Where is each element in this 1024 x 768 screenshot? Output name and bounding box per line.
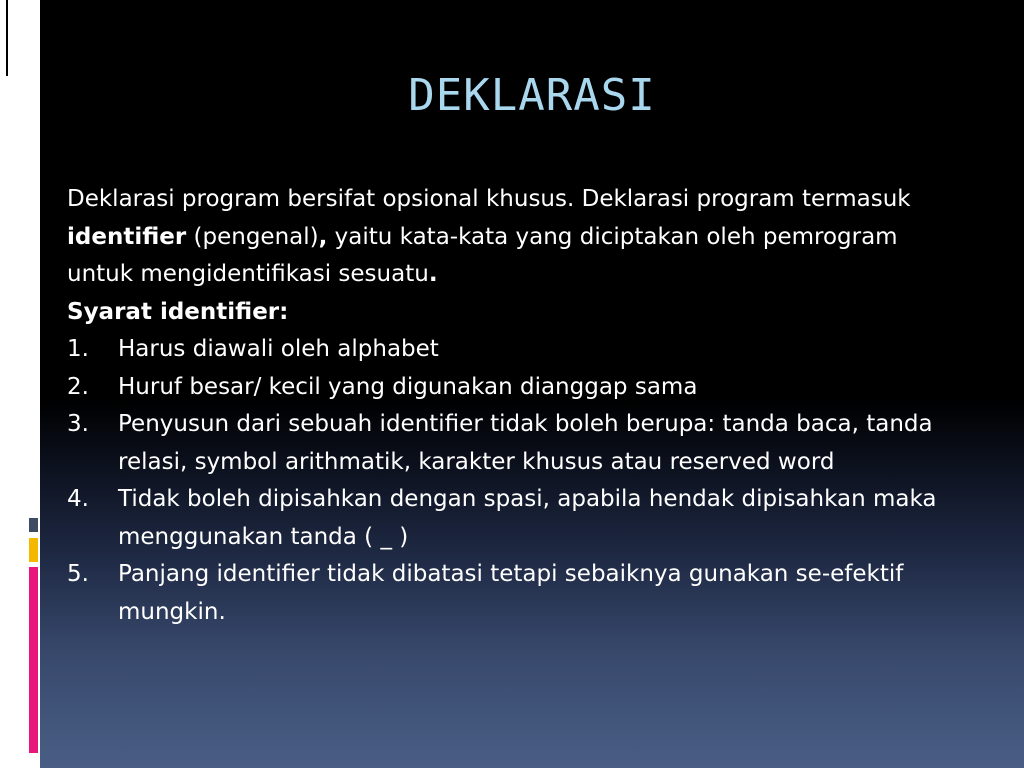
list-item — [67, 556, 967, 631]
accent-bar-white — [29, 508, 38, 514]
requirements-list — [67, 331, 967, 631]
requirements-heading: Syarat identifier: — [67, 298, 289, 325]
intro-text-3: yaitu kata-kata yang diciptakan oleh pemrogram untuk mengidentifikasi sesuatu — [67, 223, 898, 287]
accent-bar-yellow — [29, 538, 38, 562]
list-number: 5. — [67, 561, 89, 587]
intro-text-1: Deklarasi program bersifat opsional khusus. Deklarasi program termasuk — [67, 186, 911, 212]
list-number: 4. — [67, 486, 89, 512]
list-item-text: Panjang identifier tidak dibatasi tetapi sebaiknya gunakan se-efektif mungkin. — [118, 561, 904, 625]
slide-title: DEKLARASI — [408, 70, 656, 121]
intro-text-2: (pengenal) — [186, 223, 319, 250]
decorative-bars — [0, 0, 40, 768]
top-bar-left — [0, 0, 6, 76]
intro-period: . — [428, 261, 438, 287]
slide-content — [67, 181, 967, 631]
list-item — [67, 481, 967, 556]
list-item — [67, 406, 967, 481]
intro-comma: , — [318, 223, 328, 250]
accent-bar-pink — [29, 567, 38, 753]
list-number: 1. — [67, 336, 89, 362]
list-item-text: Huruf besar/ kecil yang digunakan dianggap sama — [118, 373, 698, 400]
list-item-text: Harus diawali oleh alphabet — [118, 336, 439, 362]
list-number: 3. — [67, 411, 89, 437]
list-item-text: Tidak boleh dipisahkan dengan spasi, apabila hendak dipisahkan maka menggunakan tanda ( _ ) — [118, 486, 937, 550]
list-item — [67, 331, 967, 369]
top-bar-gap — [6, 0, 8, 76]
list-number: 2. — [67, 373, 89, 400]
top-bar-main — [8, 0, 40, 76]
accent-bar-slate — [29, 518, 38, 532]
list-item-text: Penyusun dari sebuah identifier tidak boleh berupa: tanda baca, tanda relasi, symbol arithmatik, karakter khusus atau reserved word — [118, 411, 933, 475]
list-item — [67, 369, 967, 407]
identifier-term: identifier — [67, 223, 187, 250]
intro-paragraph — [67, 181, 967, 294]
